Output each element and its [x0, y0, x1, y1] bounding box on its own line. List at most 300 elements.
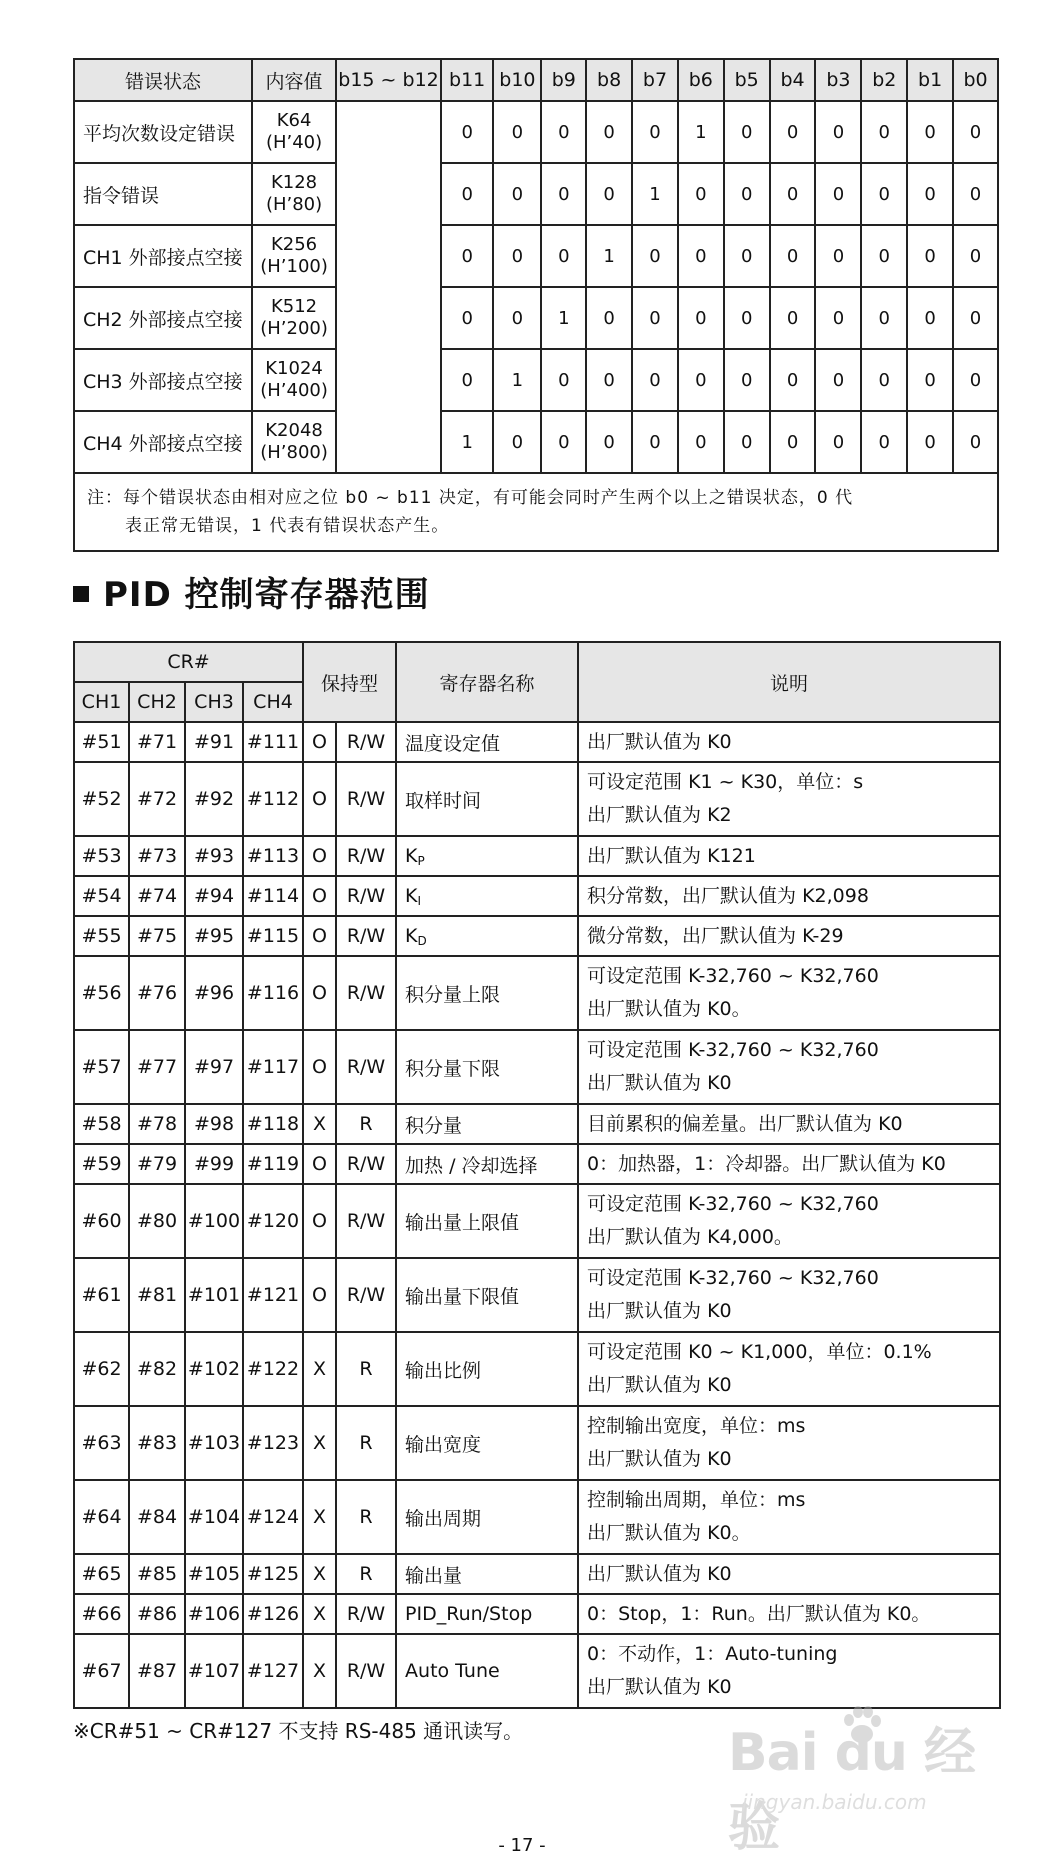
cr-cell: #102 — [185, 1332, 243, 1406]
error-row — [74, 163, 998, 225]
rw-cell: R/W — [336, 956, 396, 1030]
cr-cell: #81 — [129, 1258, 185, 1332]
rw-cell: R — [336, 1332, 396, 1406]
cr-cell: #76 — [129, 956, 185, 1030]
hold-cell: X — [303, 1594, 336, 1634]
register-row — [74, 1258, 1000, 1332]
rw-cell: R/W — [336, 836, 396, 876]
hold-cell: O — [303, 1258, 336, 1332]
register-name — [396, 1184, 578, 1258]
register-name — [396, 876, 578, 916]
bit-cell: 0 — [493, 163, 541, 225]
cr-cell: #51 — [74, 722, 129, 762]
register-name-text: 积分量 — [405, 1114, 463, 1137]
h-value: (H’200) — [260, 318, 328, 339]
bit-cell: 0 — [441, 287, 493, 349]
cr-cell: #84 — [129, 1480, 185, 1554]
error-row — [74, 101, 998, 163]
register-name — [396, 762, 578, 836]
register-name-text: 输出周期 — [405, 1507, 482, 1530]
cr-cell: #64 — [74, 1480, 129, 1554]
description-line: 出厂默认值为 K0 — [587, 1300, 732, 1322]
bit-cell: 0 — [493, 101, 541, 163]
register-name — [396, 836, 578, 876]
bit-cell: 0 — [541, 349, 586, 411]
cr-cell: #123 — [243, 1406, 303, 1480]
bit-cell: 0 — [953, 349, 998, 411]
description-line: 0：不动作，1：Auto-tuning — [587, 1643, 838, 1665]
cr-cell: #106 — [185, 1594, 243, 1634]
cr-cell: #56 — [74, 956, 129, 1030]
section-title: PID 控制寄存器范围 — [73, 567, 430, 616]
cr-cell: #53 — [74, 836, 129, 876]
register-row — [74, 876, 1000, 916]
register-description — [578, 1480, 1000, 1554]
note-line-2: 表正常无错误，1 代表有错误状态产生。 — [125, 516, 450, 536]
description-line: 出厂默认值为 K4,000。 — [587, 1226, 793, 1248]
cr-cell: #87 — [129, 1634, 185, 1708]
bit-cell: 0 — [815, 287, 861, 349]
bit-cell: 0 — [907, 349, 953, 411]
hold-cell: O — [303, 762, 336, 836]
bit-cell: 0 — [724, 225, 770, 287]
register-name-text: Auto Tune — [405, 1660, 500, 1682]
register-name — [396, 916, 578, 956]
error-header-14: b0 — [953, 59, 998, 101]
pid-register-table — [73, 641, 1001, 1709]
hold-cell: O — [303, 1030, 336, 1104]
hold-cell: O — [303, 722, 336, 762]
cr-cell: #55 — [74, 916, 129, 956]
cr-cell: #113 — [243, 836, 303, 876]
bit-cell: 0 — [441, 101, 493, 163]
rw-cell: R — [336, 1104, 396, 1144]
register-name — [396, 1634, 578, 1708]
description-line: 可设定范围 K-32,760 ~ K32,760 — [587, 965, 879, 987]
error-row — [74, 225, 998, 287]
cr-cell: #114 — [243, 876, 303, 916]
hold-cell: X — [303, 1406, 336, 1480]
hold-cell: X — [303, 1634, 336, 1708]
register-row — [74, 916, 1000, 956]
header-ch1: CH1 — [74, 682, 129, 722]
rw-cell: R — [336, 1406, 396, 1480]
cr-cell: #66 — [74, 1594, 129, 1634]
hold-cell: O — [303, 836, 336, 876]
rw-cell: R — [336, 1554, 396, 1594]
cr-cell: #78 — [129, 1104, 185, 1144]
watermark-logo: Bai du 经验 — [728, 1723, 975, 1858]
cr-cell: #75 — [129, 916, 185, 956]
register-row — [74, 762, 1000, 836]
note-line-1: 注：每个错误状态由相对应之位 b0 ~ b11 决定，有可能会同时产生两个以上之错误状态，0 代 — [87, 488, 854, 508]
cr-cell: #92 — [185, 762, 243, 836]
error-row — [74, 349, 998, 411]
h-value: (H’80) — [265, 194, 323, 215]
register-row — [74, 1104, 1000, 1144]
register-name — [396, 722, 578, 762]
bit-cell: 0 — [907, 163, 953, 225]
register-description — [578, 916, 1000, 956]
register-name-text: 输出比例 — [405, 1359, 482, 1382]
register-row — [74, 1144, 1000, 1184]
cr-cell: #121 — [243, 1258, 303, 1332]
cr-cell: #100 — [185, 1184, 243, 1258]
bit-cell: 0 — [953, 225, 998, 287]
register-name — [396, 1480, 578, 1554]
cr-cell: #72 — [129, 762, 185, 836]
description-line: 0：Stop，1：Run。出厂默认值为 K0。 — [587, 1602, 931, 1625]
register-description — [578, 876, 1000, 916]
register-row — [74, 1594, 1000, 1634]
bit-cell: 0 — [586, 349, 632, 411]
cr-cell: #65 — [74, 1554, 129, 1594]
bit-cell: 0 — [861, 163, 907, 225]
cr-cell: #63 — [74, 1406, 129, 1480]
bit-cell: 0 — [953, 411, 998, 473]
error-header-5: b9 — [541, 59, 586, 101]
cr-cell: #107 — [185, 1634, 243, 1708]
hold-cell: X — [303, 1104, 336, 1144]
bit-cell: 0 — [678, 287, 724, 349]
rw-cell: R/W — [336, 916, 396, 956]
rw-cell: R/W — [336, 722, 396, 762]
k-value: K512 — [270, 296, 318, 317]
header-description: 说明 — [578, 642, 1000, 722]
bit-cell: 0 — [907, 411, 953, 473]
cr-cell: #85 — [129, 1554, 185, 1594]
header-ch3: CH3 — [185, 682, 243, 722]
bit-cell: 0 — [678, 349, 724, 411]
cr-cell: #125 — [243, 1554, 303, 1594]
rw-cell: R/W — [336, 1634, 396, 1708]
bit-cell: 0 — [770, 287, 816, 349]
rw-cell: R/W — [336, 876, 396, 916]
cr-cell: #74 — [129, 876, 185, 916]
error-row — [74, 411, 998, 473]
bit-cell: 0 — [724, 163, 770, 225]
register-name-text: 输出量上限值 — [405, 1211, 520, 1234]
description-line: 微分常数，出厂默认值为 K-29 — [587, 924, 844, 947]
paw-icon — [836, 1700, 888, 1752]
register-name-text: 积分量上限 — [405, 983, 501, 1006]
cr-cell: #71 — [129, 722, 185, 762]
description-line: 控制输出宽度，单位：ms — [587, 1415, 806, 1437]
register-name — [396, 1030, 578, 1104]
register-name-text: 输出宽度 — [405, 1433, 482, 1456]
h-value: (H’100) — [260, 256, 328, 277]
register-name-subscript: I — [417, 893, 422, 908]
register-description — [578, 1030, 1000, 1104]
register-name-text: 积分量下限 — [405, 1057, 501, 1080]
register-name — [396, 1104, 578, 1144]
error-header-2: b15 ~ b12 — [336, 59, 441, 101]
bit-cell: 1 — [541, 287, 586, 349]
bit-cell: 0 — [632, 101, 678, 163]
register-description — [578, 722, 1000, 762]
rw-cell: R/W — [336, 1030, 396, 1104]
description-line: 出厂默认值为 K0。 — [587, 998, 751, 1020]
bit-cell: 0 — [907, 287, 953, 349]
register-description — [578, 1258, 1000, 1332]
cr-cell: #98 — [185, 1104, 243, 1144]
bit-cell: 0 — [861, 101, 907, 163]
bit-cell: 0 — [770, 411, 816, 473]
hold-cell: O — [303, 1144, 336, 1184]
cr-cell: #97 — [185, 1030, 243, 1104]
bit-cell: 0 — [493, 287, 541, 349]
register-row — [74, 1332, 1000, 1406]
register-name — [396, 1332, 578, 1406]
bit-cell: 0 — [632, 349, 678, 411]
register-description — [578, 1406, 1000, 1480]
register-name — [396, 1406, 578, 1480]
register-name-subscript: D — [417, 933, 427, 948]
bit-cell: 0 — [493, 225, 541, 287]
cr-cell: #82 — [129, 1332, 185, 1406]
cr-cell: #61 — [74, 1258, 129, 1332]
cr-cell: #54 — [74, 876, 129, 916]
cr-cell: #127 — [243, 1634, 303, 1708]
cr-cell: #57 — [74, 1030, 129, 1104]
bit-cell: 0 — [770, 101, 816, 163]
error-header-13: b1 — [907, 59, 953, 101]
bit-cell: 0 — [861, 287, 907, 349]
hold-cell: O — [303, 916, 336, 956]
register-row — [74, 1634, 1000, 1708]
bit-cell: 1 — [586, 225, 632, 287]
bit-cell: 0 — [441, 163, 493, 225]
description-line: 出厂默认值为 K0 — [587, 1676, 732, 1698]
register-description — [578, 1104, 1000, 1144]
bit-cell: 0 — [907, 101, 953, 163]
rw-cell: R/W — [336, 762, 396, 836]
register-name-text: 输出量下限值 — [405, 1285, 520, 1308]
cr-cell: #111 — [243, 722, 303, 762]
description-line: 积分常数，出厂默认值为 K2,098 — [587, 884, 869, 907]
cr-cell: #86 — [129, 1594, 185, 1634]
header-cr: CR# — [74, 642, 303, 682]
cr-cell: #104 — [185, 1480, 243, 1554]
bit-cell: 0 — [953, 101, 998, 163]
error-label: 平均次数设定错误 — [74, 101, 252, 163]
register-row — [74, 1406, 1000, 1480]
hold-cell: O — [303, 876, 336, 916]
error-header-11: b3 — [815, 59, 861, 101]
error-header-6: b8 — [586, 59, 632, 101]
rw-cell: R/W — [336, 1184, 396, 1258]
cr-cell: #83 — [129, 1406, 185, 1480]
cr-cell: #105 — [185, 1554, 243, 1594]
error-header-12: b2 — [861, 59, 907, 101]
rw-cell: R/W — [336, 1144, 396, 1184]
register-name — [396, 1144, 578, 1184]
content-value — [252, 163, 336, 225]
footnote: ※CR#51 ~ CR#127 不支持 RS-485 通讯读写。 — [73, 1719, 524, 1743]
bit-cell: 0 — [861, 411, 907, 473]
header-register-name: 寄存器名称 — [396, 642, 578, 722]
register-row — [74, 1554, 1000, 1594]
register-description — [578, 1332, 1000, 1406]
bit-cell: 0 — [493, 411, 541, 473]
cr-cell: #103 — [185, 1406, 243, 1480]
cr-cell: #124 — [243, 1480, 303, 1554]
register-name-text: 温度设定值 — [405, 732, 501, 755]
bit-cell: 0 — [815, 225, 861, 287]
cr-cell: #119 — [243, 1144, 303, 1184]
register-description — [578, 956, 1000, 1030]
cr-cell: #58 — [74, 1104, 129, 1144]
cr-cell: #77 — [129, 1030, 185, 1104]
k-value: K1024 — [265, 358, 323, 379]
register-description — [578, 1554, 1000, 1594]
cr-cell: #59 — [74, 1144, 129, 1184]
description-line: 控制输出周期，单位：ms — [587, 1489, 806, 1511]
description-line: 目前累积的偏差量。出厂默认值为 K0 — [587, 1112, 903, 1135]
header-ch4: CH4 — [243, 682, 303, 722]
bit-cell: 0 — [541, 163, 586, 225]
rw-cell: R/W — [336, 1258, 396, 1332]
register-name-text: 加热 / 冷却选择 — [405, 1154, 538, 1177]
bit-cell: 0 — [678, 163, 724, 225]
hold-cell: O — [303, 956, 336, 1030]
cr-cell: #116 — [243, 956, 303, 1030]
bit-cell: 0 — [586, 101, 632, 163]
h-value: (H’800) — [260, 442, 328, 463]
bit-cell: 0 — [953, 287, 998, 349]
error-header-9: b5 — [724, 59, 770, 101]
error-label: CH1 外部接点空接 — [74, 225, 252, 287]
rw-cell: R/W — [336, 1594, 396, 1634]
register-description — [578, 836, 1000, 876]
content-value — [252, 349, 336, 411]
error-label: CH3 外部接点空接 — [74, 349, 252, 411]
bit-cell: 0 — [678, 225, 724, 287]
register-name-text: 输出量 — [405, 1564, 463, 1587]
description-line: 出厂默认值为 K0 — [587, 1374, 732, 1396]
register-row — [74, 722, 1000, 762]
hold-cell: X — [303, 1554, 336, 1594]
register-name — [396, 1594, 578, 1634]
error-header-8: b6 — [678, 59, 724, 101]
bit-cell: 0 — [815, 349, 861, 411]
register-row — [74, 956, 1000, 1030]
register-name-text: K — [405, 924, 418, 947]
k-value: K2048 — [265, 420, 323, 441]
register-name-text: PID_Run/Stop — [405, 1603, 533, 1625]
bit-cell: 0 — [770, 349, 816, 411]
bit-cell: 0 — [632, 287, 678, 349]
cr-cell: #96 — [185, 956, 243, 1030]
description-line: 可设定范围 K-32,760 ~ K32,760 — [587, 1193, 879, 1215]
bit-cell: 0 — [586, 411, 632, 473]
error-status-table — [73, 58, 999, 552]
error-header-0: 错误状态 — [74, 59, 252, 101]
h-value: (H’40) — [265, 132, 323, 153]
error-label: CH4 外部接点空接 — [74, 411, 252, 473]
h-value: (H’400) — [260, 380, 328, 401]
description-line: 可设定范围 K1 ~ K30，单位：s — [587, 771, 864, 793]
bit-cell: 0 — [724, 287, 770, 349]
error-label: CH2 外部接点空接 — [74, 287, 252, 349]
error-header-4: b10 — [493, 59, 541, 101]
bit-cell: 0 — [441, 225, 493, 287]
cr-cell: #118 — [243, 1104, 303, 1144]
bit-cell: 0 — [632, 225, 678, 287]
cr-cell: #60 — [74, 1184, 129, 1258]
baidu-watermark — [728, 1710, 1018, 1858]
register-row — [74, 1480, 1000, 1554]
cr-cell: #79 — [129, 1144, 185, 1184]
register-name-subscript: P — [417, 853, 425, 868]
error-header-7: b7 — [632, 59, 678, 101]
error-header-10: b4 — [770, 59, 816, 101]
b15-b12-blank — [336, 101, 441, 473]
register-description — [578, 1144, 1000, 1184]
register-description — [578, 1634, 1000, 1708]
bit-cell: 0 — [678, 411, 724, 473]
description-line: 出厂默认值为 K2 — [587, 804, 732, 826]
k-value: K256 — [270, 234, 318, 255]
description-line: 出厂默认值为 K0。 — [587, 1522, 751, 1544]
register-name — [396, 1258, 578, 1332]
bit-cell: 0 — [541, 225, 586, 287]
content-value — [252, 411, 336, 473]
hold-cell: X — [303, 1332, 336, 1406]
bit-cell: 1 — [493, 349, 541, 411]
description-line: 出厂默认值为 K121 — [587, 844, 756, 867]
bullet-square-icon — [73, 586, 89, 602]
bit-cell: 0 — [541, 101, 586, 163]
cr-cell: #112 — [243, 762, 303, 836]
bit-cell: 0 — [861, 225, 907, 287]
bit-cell: 0 — [770, 163, 816, 225]
content-value — [252, 287, 336, 349]
register-name — [396, 1554, 578, 1594]
register-name — [396, 956, 578, 1030]
description-line: 出厂默认值为 K0 — [587, 1448, 732, 1470]
register-description — [578, 1594, 1000, 1634]
cr-cell: #52 — [74, 762, 129, 836]
bit-cell: 0 — [724, 411, 770, 473]
error-header-3: b11 — [441, 59, 493, 101]
description-line: 可设定范围 K0 ~ K1,000，单位：0.1% — [587, 1341, 932, 1363]
description-line: 出厂默认值为 K0 — [587, 1072, 732, 1094]
watermark-url: jingyan.baidu.com — [742, 1790, 927, 1814]
header-hold: 保持型 — [303, 642, 396, 722]
bit-cell: 0 — [815, 411, 861, 473]
cr-cell: #101 — [185, 1258, 243, 1332]
cr-cell: #122 — [243, 1332, 303, 1406]
register-row — [74, 836, 1000, 876]
register-name-text: K — [405, 844, 418, 867]
register-row — [74, 1184, 1000, 1258]
description-line: 可设定范围 K-32,760 ~ K32,760 — [587, 1267, 879, 1289]
bit-cell: 0 — [907, 225, 953, 287]
bit-cell: 0 — [815, 163, 861, 225]
register-description — [578, 762, 1000, 836]
description-line: 可设定范围 K-32,760 ~ K32,760 — [587, 1039, 879, 1061]
bit-cell: 0 — [770, 225, 816, 287]
bit-cell: 0 — [953, 163, 998, 225]
bit-cell: 0 — [861, 349, 907, 411]
cr-cell: #115 — [243, 916, 303, 956]
cr-cell: #73 — [129, 836, 185, 876]
cr-cell: #94 — [185, 876, 243, 916]
page-number: - 17 - — [498, 1835, 546, 1856]
content-value — [252, 225, 336, 287]
bit-cell: 1 — [678, 101, 724, 163]
